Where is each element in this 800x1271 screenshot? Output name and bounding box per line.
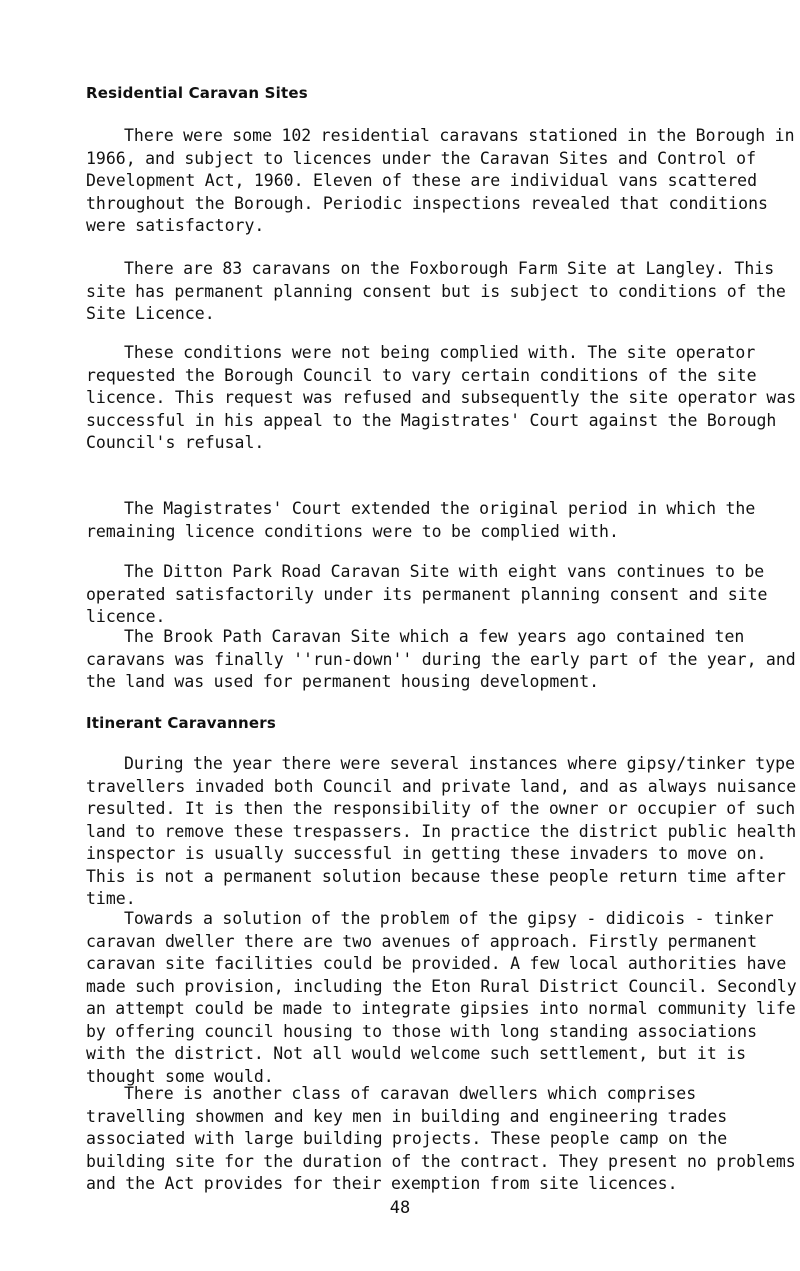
paragraph: There were some 102 residential caravans stationed in the Borough in 1966, and subject to licences under the Caravan Sites and Control of Development Act, 1960. Eleven of these are individual vans scattered throughout the Borough. Periodic inspections revealed that conditions were satisfactory.: [86, 126, 795, 235]
paragraph: There are 83 caravans on the Foxborough Farm Site at Langley. This site has permanent planning consent but is subject to conditions of the Site Licence.: [86, 259, 786, 323]
paragraph: During the year there were several instances where gipsy/tinker type travellers invaded both Council and private land, and as always nuisance resulted. It is then the responsibility of the owner or occupier of such land to remove these trespassers. In practice the district public health inspector is usually successful in getting these invaders to move on. This is not a permanent solution because these people return time after time.: [86, 754, 797, 908]
paragraph: The Magistrates' Court extended the original period in which the remaining licence conditions were to be complied with.: [86, 499, 756, 541]
paragraph: There is another class of caravan dwellers which comprises travelling showmen and key men in building and engineering trades associated with large building projects. These people camp on the building site for the duration of the contract. They present no problems and the Act provides for their exemption from site licences.: [86, 1084, 796, 1193]
heading-residential-caravan-sites: Residential Caravan Sites: [86, 84, 308, 102]
paragraph: These conditions were not being complied with. The site operator requested the Borough Council to vary certain conditions of the site licence. This request was refused and subsequently the site operator was successful in his appeal to the Magistrates' Court against the Borough Council's refusal.: [86, 343, 797, 452]
paragraph: Towards a solution of the problem of the gipsy - didicois - tinker caravan dweller there are two avenues of approach. Firstly permanent caravan site facilities could be provided. A few local authorities have made such provision, including the Eton Rural District Council. Secondly an attempt could be made to integrate gipsies into normal community life by offering council housing to those with long standing associations with the district. Not all would welcome such settlement, but it is thought some would.: [86, 909, 797, 1086]
paragraph: The Brook Path Caravan Site which a few years ago contained ten caravans was finally ''run-down'' during the early part of the year, and the land was used for permanent housing development.: [86, 627, 796, 691]
paragraph: The Ditton Park Road Caravan Site with eight vans continues to be operated satisfactorily under its permanent planning consent and site licence.: [86, 562, 768, 626]
heading-itinerant-caravanners: Itinerant Caravanners: [86, 714, 276, 732]
page-number: 48: [389, 1198, 411, 1218]
